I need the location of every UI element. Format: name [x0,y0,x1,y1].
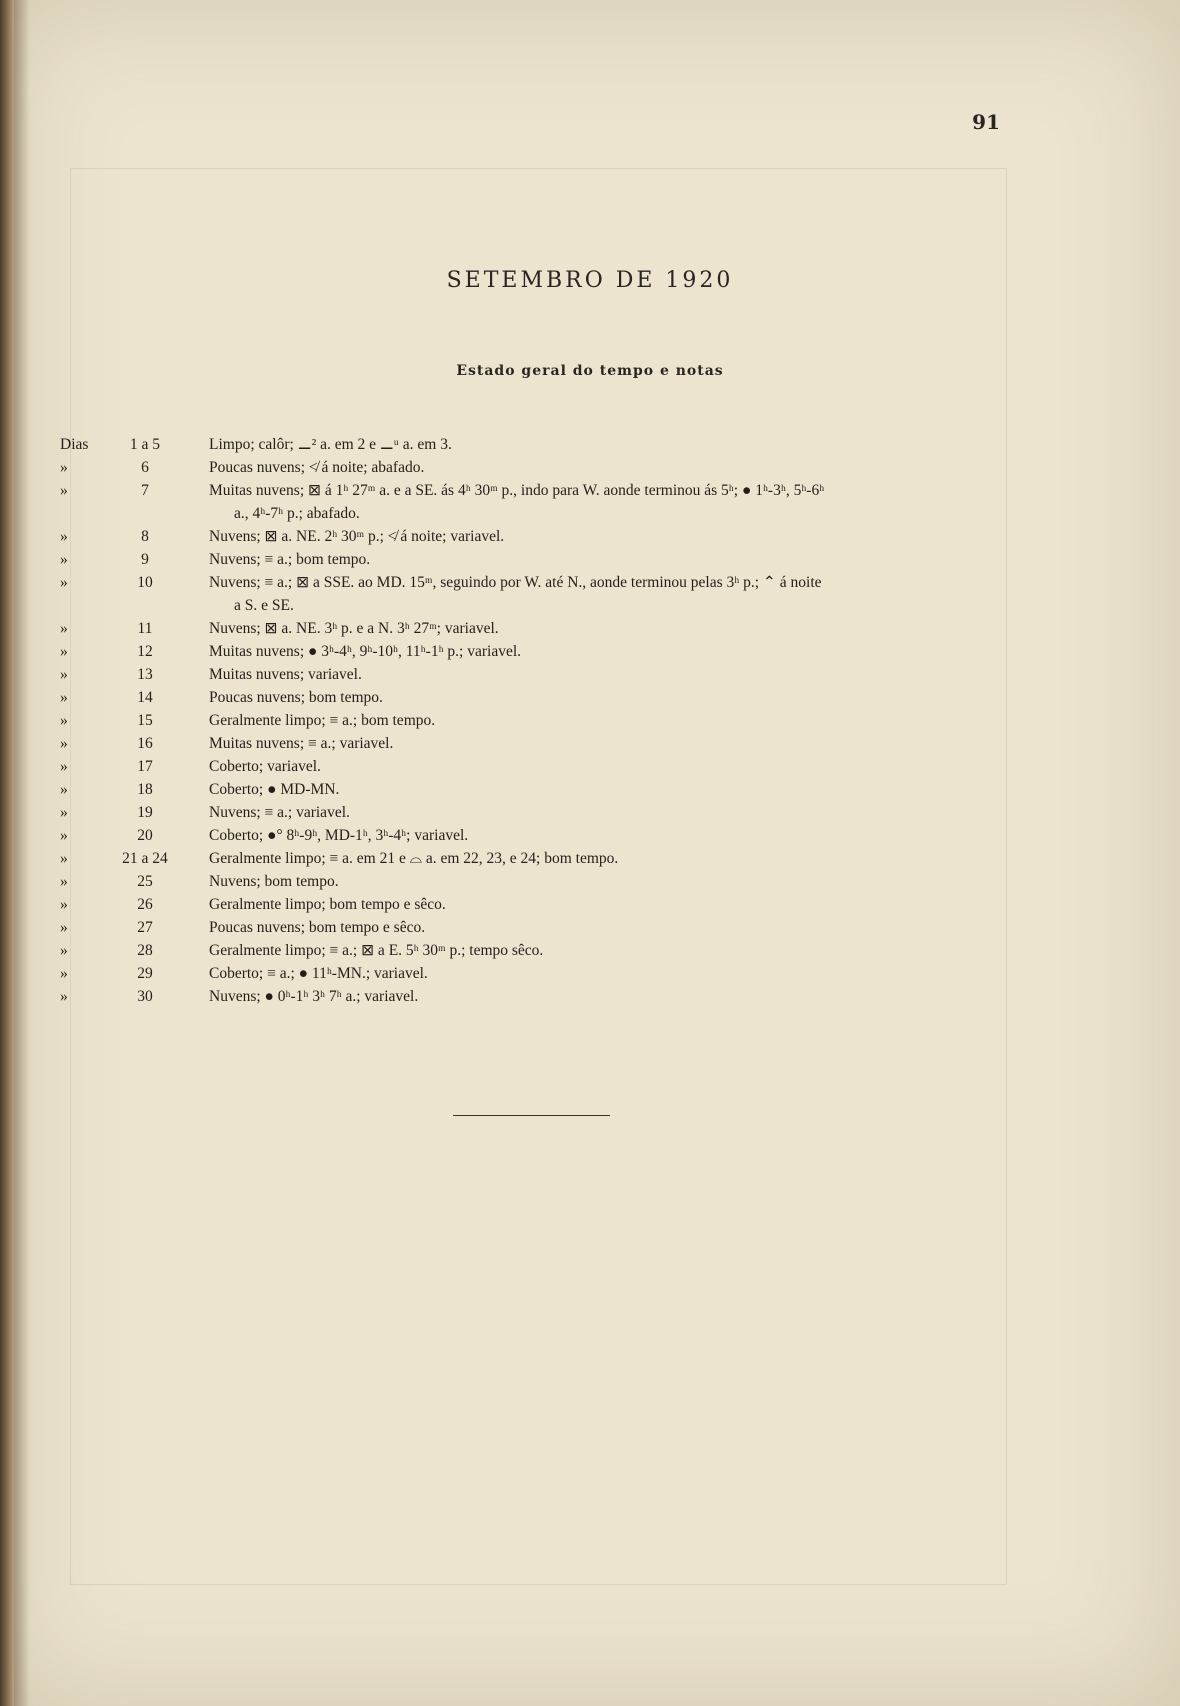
day-number: 13 [137,666,153,683]
note-row [0,870,1180,893]
page-title: SETEMBRO DE 1920 [446,268,734,293]
weather-note: Muitas nuvens; ≡ a.; variavel. [209,735,394,752]
day-number: 21 a 24 [122,850,168,867]
day-number: 1 a 5 [129,436,161,453]
day-label: » [60,735,68,752]
note-row [0,709,1180,732]
weather-note: Nuvens; ⊠ a. NE. 2ʰ 30ᵐ p.; ≮ á noite; variavel. [209,528,505,545]
day-number: 14 [137,689,153,706]
day-number: 11 [137,620,153,637]
note-row [0,456,1180,479]
weather-note: Nuvens; ≡ a.; bom tempo. [209,551,371,568]
note-row [0,778,1180,801]
weather-note: Nuvens; ≡ a.; ⊠ a SSE. ao MD. 15ᵐ, seguindo por W. até N., aonde terminou pelas 3ʰ p.; ⌃ á noite [209,574,822,591]
weather-note: Muitas nuvens; ● 3ʰ-4ʰ, 9ʰ-10ʰ, 11ʰ-1ʰ p.; variavel. [209,643,522,660]
day-number: 27 [137,919,153,936]
weather-note: Nuvens; ≡ a.; variavel. [209,804,350,821]
note-row [0,755,1180,778]
note-row [0,571,1180,617]
weather-note: Geralmente limpo; ≡ a. em 21 e ⌓ a. em 22, 23, e 24; bom tempo. [209,850,619,867]
note-row [0,433,1180,456]
day-label: » [60,896,68,913]
note-row [0,847,1180,870]
day-label: » [60,942,68,959]
day-number: 20 [137,827,153,844]
day-label: » [60,666,68,683]
weather-note-continuation: a S. e SE. [234,597,294,614]
note-row [0,686,1180,709]
day-number: 26 [137,896,153,913]
note-row [0,824,1180,847]
day-label: » [60,620,68,637]
note-row [0,985,1180,1008]
day-label: » [60,827,68,844]
note-row [0,732,1180,755]
note-row [0,479,1180,525]
day-number: 10 [137,574,153,591]
day-label: » [60,528,68,545]
note-row [0,617,1180,640]
day-number: 6 [141,459,149,476]
weather-note: Geralmente limpo; ≡ a.; bom tempo. [209,712,436,729]
weather-note: Poucas nuvens; bom tempo e sêco. [209,919,426,936]
note-row [0,548,1180,571]
day-label: » [60,988,68,1005]
weather-note: Muitas nuvens; ⊠ á 1ʰ 27ᵐ a. e a SE. ás 4ʰ 30ᵐ p., indo para W. aonde terminou ás 5ʰ; ● 1ʰ-3ʰ, 5ʰ-6ʰ [209,482,825,499]
weather-notes-list [0,433,1180,1008]
day-number: 8 [141,528,149,545]
weather-note: Coberto; ● MD-MN. [209,781,340,798]
weather-note: Coberto; ≡ a.; ● 11ʰ-MN.; variavel. [209,965,428,982]
weather-note: Muitas nuvens; variavel. [209,666,362,683]
day-number: 17 [137,758,153,775]
day-number: 28 [137,942,153,959]
note-row [0,663,1180,686]
day-number: 7 [141,482,149,499]
day-label: » [60,850,68,867]
note-row [0,525,1180,548]
day-label: » [60,689,68,706]
weather-note: Coberto; variavel. [209,758,321,775]
weather-note: Poucas nuvens; bom tempo. [209,689,383,706]
day-number: 12 [137,643,153,660]
day-number: 15 [137,712,153,729]
weather-note: Poucas nuvens; ≮ á noite; abafado. [209,459,425,476]
end-rule [453,1115,610,1116]
weather-note: Coberto; ●° 8ʰ-9ʰ, MD-1ʰ, 3ʰ-4ʰ; variavel. [209,827,469,844]
weather-note: Nuvens; ● 0ʰ-1ʰ 3ʰ 7ʰ a.; variavel. [209,988,419,1005]
page-number: 91 [972,110,1000,134]
day-number: 16 [137,735,153,752]
weather-note: Nuvens; bom tempo. [209,873,339,890]
note-row [0,916,1180,939]
note-row [0,893,1180,916]
section-subtitle: Estado geral do tempo e notas [456,363,724,379]
day-number: 9 [141,551,149,568]
note-row [0,939,1180,962]
day-label: » [60,551,68,568]
day-label: » [60,574,68,591]
day-label: » [60,873,68,890]
day-label: » [60,482,68,499]
day-number: 29 [137,965,153,982]
day-number: 25 [137,873,153,890]
day-label: » [60,919,68,936]
weather-note: Nuvens; ⊠ a. NE. 3ʰ p. e a N. 3ʰ 27ᵐ; variavel. [209,620,499,637]
day-number: 18 [137,781,153,798]
day-number: 19 [137,804,153,821]
day-label: » [60,781,68,798]
day-label: » [60,965,68,982]
day-label: » [60,459,68,476]
weather-note: Geralmente limpo; ≡ a.; ⊠ a E. 5ʰ 30ᵐ p.; tempo sêco. [209,942,544,959]
day-label: » [60,804,68,821]
day-label: » [60,758,68,775]
note-row [0,640,1180,663]
day-number: 30 [137,988,153,1005]
day-label: » [60,712,68,729]
day-label: Dias [60,436,89,453]
day-label: » [60,643,68,660]
weather-note-continuation: a., 4ʰ-7ʰ p.; abafado. [234,505,360,522]
note-row [0,801,1180,824]
weather-note: Geralmente limpo; bom tempo e sêco. [209,896,446,913]
weather-note: Limpo; calôr; ⚊² a. em 2 e ⚊ᵘ a. em 3. [209,436,452,453]
note-row [0,962,1180,985]
